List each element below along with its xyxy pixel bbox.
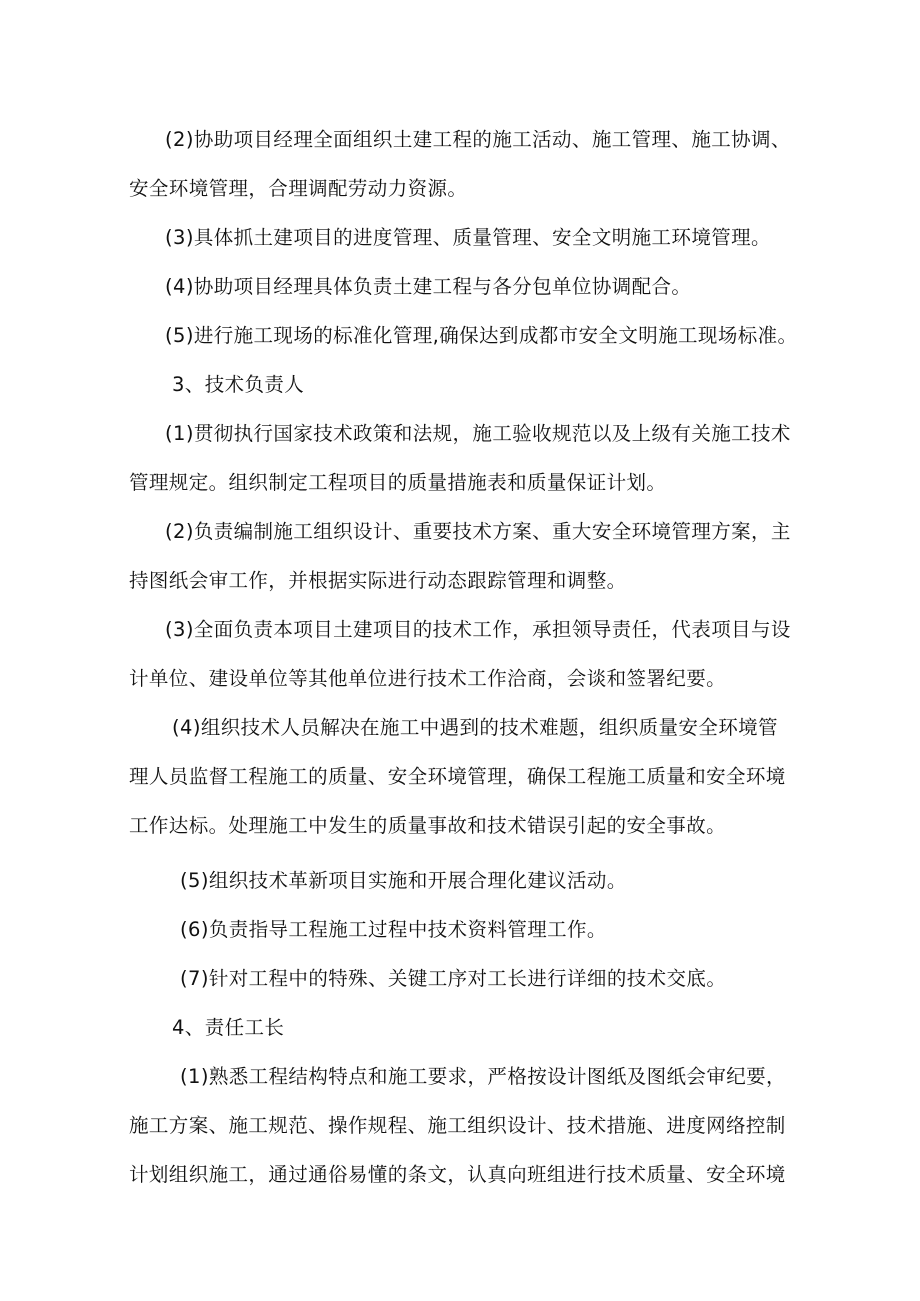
text-line: (5)进行施工现场的标准化管理,确保达到成都市安全文明施工现场标准。: [165, 324, 798, 347]
text-line: (2)协助项目经理全面组织土建工程的施工活动、施工管理、施工协调、: [165, 128, 791, 151]
text-line: (4)组织技术人员解决在施工中遇到的技术难题，组织质量安全环境管: [172, 716, 778, 739]
text-line: 理人员监督工程施工的质量、安全环境管理，确保工程施工质量和安全环境: [129, 765, 786, 788]
text-line: (6)负责指导工程施工过程中技术资料管理工作。: [180, 918, 607, 941]
text-line: (7)针对工程中的特殊、关键工序对工长进行详细的技术交底。: [180, 967, 727, 990]
text-line: 计单位、建设单位等其他单位进行技术工作洽商，会谈和签署纪要。: [129, 667, 727, 690]
text-line: (3)全面负责本项目土建项目的技术工作，承担领导责任，代表项目与设: [165, 618, 791, 641]
text-line: 安全环境管理，合理调配劳动力资源。: [129, 177, 468, 200]
section-heading: 3、技术负责人: [172, 373, 305, 396]
text-line: (1)熟悉工程结构特点和施工要求，严格按设计图纸及图纸会审纪要，: [180, 1065, 786, 1088]
text-line: (2)负责编制施工组织设计、重要技术方案、重大安全环境管理方案，主: [165, 520, 791, 543]
text-line: (5)组织技术革新项目实施和开展合理化建议活动。: [180, 869, 627, 892]
text-line: (4)协助项目经理具体负责土建工程与各分包单位协调配合。: [165, 275, 692, 298]
text-line: (3)具体抓土建项目的进度管理、质量管理、安全文明施工环境管理。: [165, 226, 771, 249]
text-line: 工作达标。处理施工中发生的质量事故和技术错误引起的安全事故。: [129, 814, 727, 837]
text-line: 施工方案、施工规范、操作规程、施工组织设计、技术措施、进度网络控制: [129, 1114, 786, 1137]
text-line: 持图纸会审工作，并根据实际进行动态跟踪管理和调整。: [129, 569, 627, 592]
text-line: (1)贯彻执行国家技术政策和法规，施工验收规范以及上级有关施工技术: [165, 422, 791, 445]
text-line: 管理规定。组织制定工程项目的质量措施表和质量保证计划。: [129, 471, 667, 494]
section-heading: 4、责任工长: [172, 1016, 285, 1039]
text-line: 计划组织施工，通过通俗易懂的条文，认真向班组进行技术质量、安全环境: [129, 1163, 786, 1186]
